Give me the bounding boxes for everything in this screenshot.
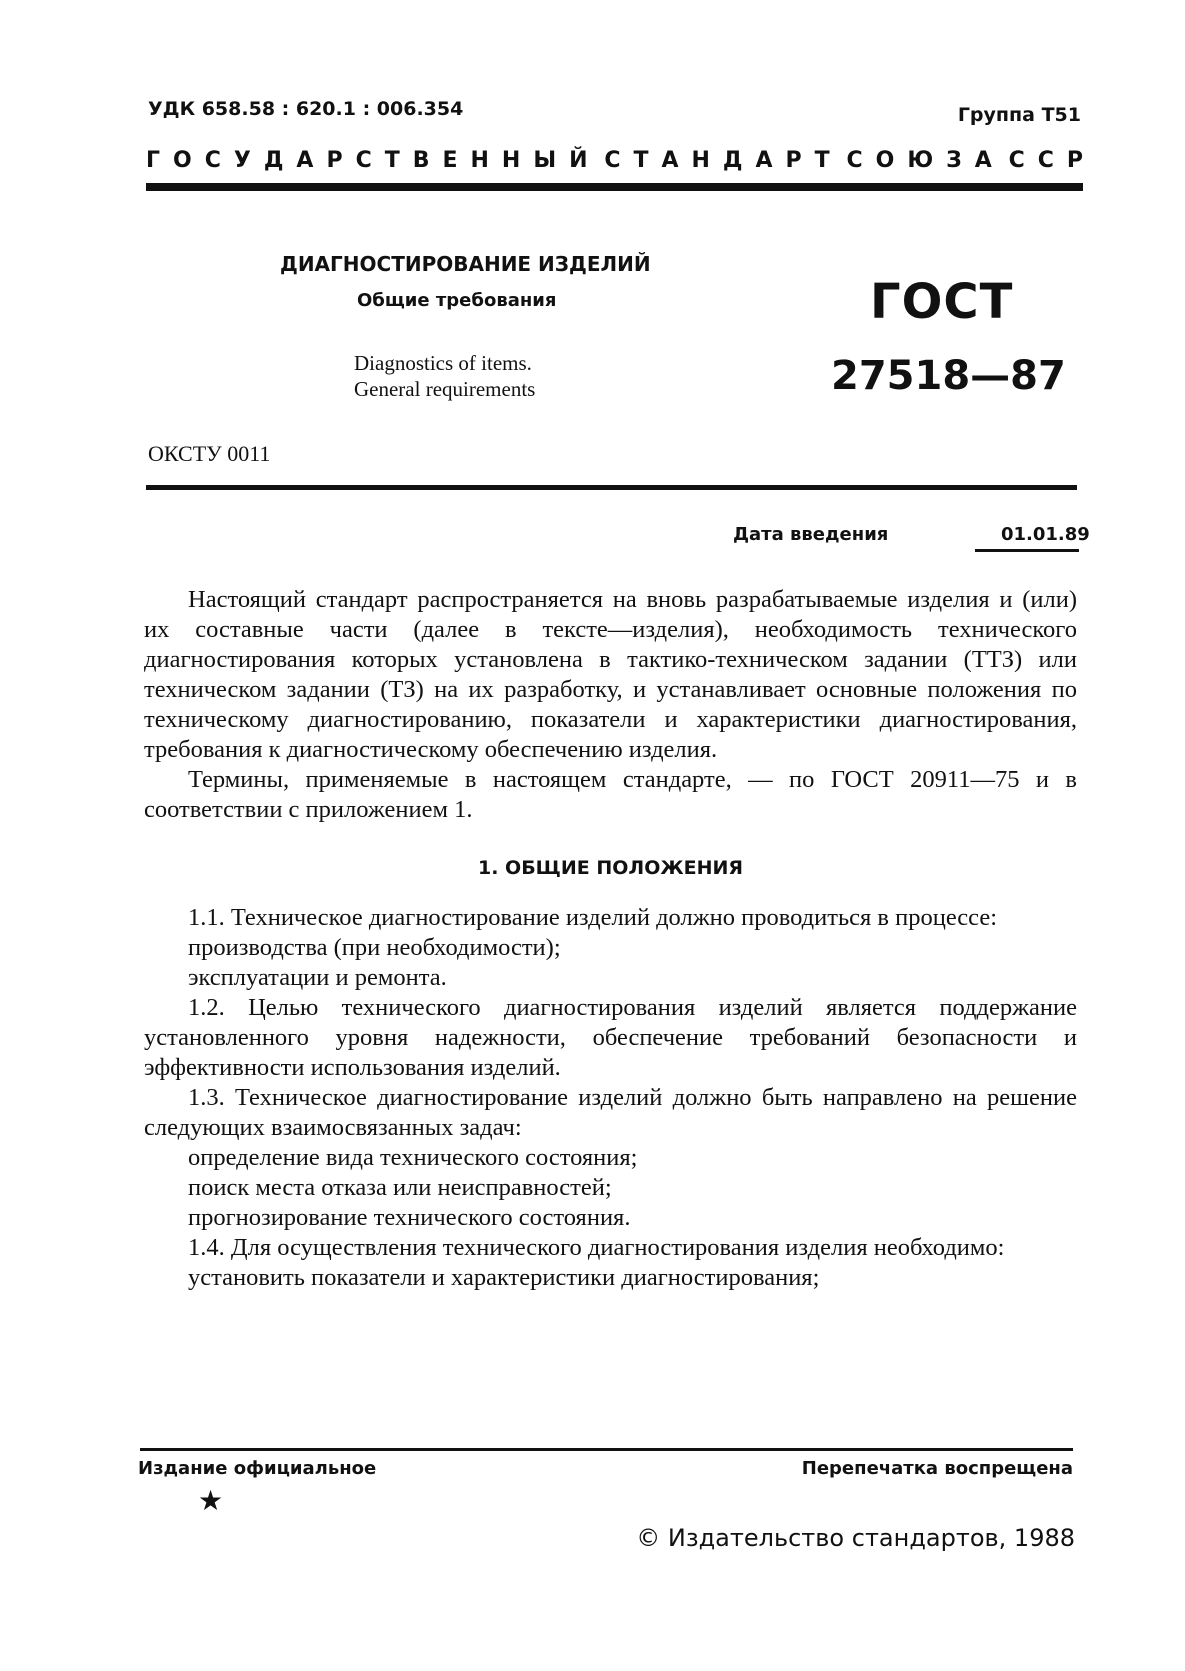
publisher-copyright: © Издательство стандартов, 1988 [636,1524,1075,1552]
clause-1-2: 1.2. Целью технического диагностирования изделий является поддержание установленного уровня надежности, обеспечение требований безопасности и эффективности использования изделий. [144,994,1077,1081]
heading-word: ГОСУДАРСТВЕННЫЙ [146,148,601,173]
okstu-code: ОКСТУ 0011 [148,441,271,466]
list-item: производства (при необходимости); [188,934,561,961]
paragraph-terms: Термины, применяемые в настоящем стандарте, — по ГОСТ 20911—75 и в соответствии с приложением 1. [144,766,1077,823]
bottom-rule [140,1448,1073,1451]
gost-number: 27518—87 [831,353,1066,399]
heading-word: СОЮЗА [846,148,1005,173]
title-russian: ДИАГНОСТИРОВАНИЕ ИЗДЕЛИЙ [280,252,651,276]
list-item: определение вида технического состояния; [188,1144,638,1171]
list-item: эксплуатации и ремонта. [188,964,447,991]
udk-code: УДК 658.58 : 620.1 : 006.354 [148,98,464,120]
title-english-line: Diagnostics of items. [354,351,532,375]
middle-rule [146,485,1077,490]
title-english-line: General requirements [354,377,536,401]
document-body [144,585,1077,1293]
group-code: Группа Т51 [957,104,1081,126]
clause-1-1: 1.1. Техническое диагностирование изделий должно проводиться в процессе: [188,904,998,931]
clause-1-3: 1.3. Техническое диагностирование изделий должно быть направлено на решение следующих взаимосвязанных задач: [144,1084,1077,1141]
section-title: 1. ОБЩИЕ ПОЛОЖЕНИЯ [477,857,744,879]
heading-word: ССР [1008,148,1096,173]
top-rule [146,183,1083,191]
clause-1-4: 1.4. Для осуществления технического диагностирования изделия необходимо: [188,1234,1005,1261]
intro-date-underline [975,549,1079,552]
star-icon: ★ [198,1486,224,1517]
list-item: прогнозирование технического состояния. [188,1204,631,1231]
list-item: установить показатели и характеристики диагностирования; [188,1264,820,1291]
reprint-prohibited-note: Перепечатка воспрещена [801,1458,1073,1479]
title-english [354,350,535,402]
gost-label: ГОСТ [870,274,1014,330]
subtitle-russian: Общие требования [357,290,557,311]
intro-date-label: Дата введения [733,524,889,545]
list-item: поиск места отказа или неисправностей; [188,1174,612,1201]
state-standard-heading [146,148,1096,173]
paragraph-scope: Настоящий стандарт распространяется на вновь разрабатываемые изделия и (или) их составные части (далее в тексте—изделия), необходимость технического диагностирования которых установлена в тактико-техническом задании (ТТЗ) или техническом задании (ТЗ) на их разработку, и устанавливает основные положения по техническому диагностированию, показатели и характеристики диагностирования, требования к диагностическому обеспечению изделия. [144,586,1077,763]
intro-date-value: 01.01.89 [1001,524,1090,545]
heading-word: СТАНДАРТ [604,148,843,173]
official-edition-note: Издание официальное [138,1458,377,1479]
